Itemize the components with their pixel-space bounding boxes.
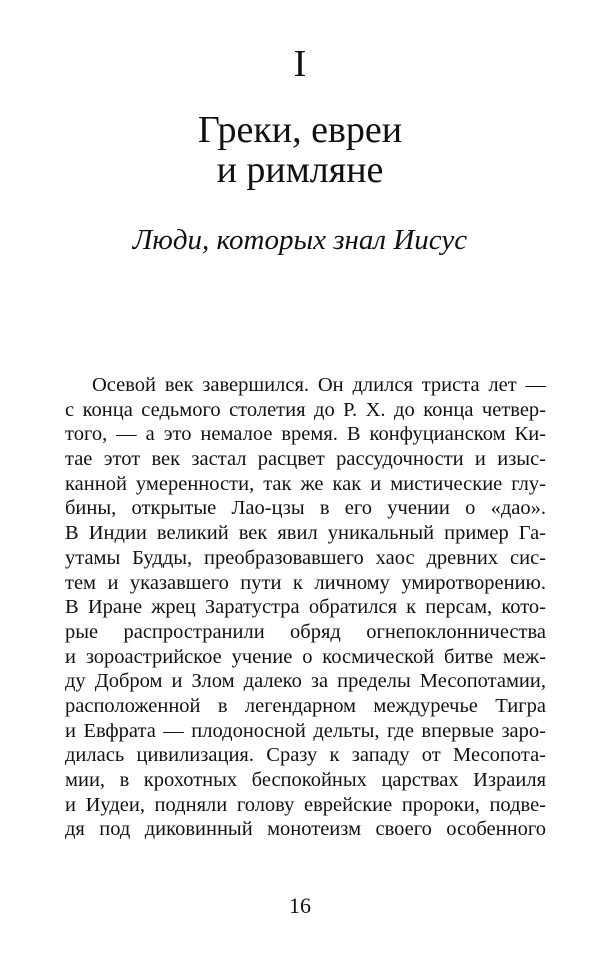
- text-line: бины, открытые Лао-цзы в его учении о «дао».: [65, 497, 546, 520]
- chapter-title-line-1: Греки, евреи: [197, 109, 403, 151]
- text-line: тае этот век застал расцвет рассудочности и изыс-: [65, 448, 546, 471]
- chapter-title-line-2: и римляне: [216, 149, 384, 191]
- text-line: В Индии великий век явил уникальный пример Га-: [65, 522, 546, 545]
- text-line: тем и указавшего пути к личному умиротворению.: [65, 571, 546, 594]
- text-line: утамы Будды, преобразовавшего хаос древних сис-: [65, 546, 546, 569]
- text-line: и Иудеи, подняли голову еврейские пророки, подве-: [65, 793, 546, 816]
- text-line: канной умеренности, так же как и мистические глу-: [65, 472, 546, 495]
- text-line: ду Добром и Злом далеко за пределы Месопотамии,: [65, 670, 546, 693]
- text-line: дилась цивилизация. Сразу к западу от Месопота-: [65, 744, 546, 767]
- text-line: дя под диковинный монотеизм своего особенного: [65, 818, 546, 841]
- body-text: [65, 373, 546, 842]
- text-line: того, — а это немалое время. В конфуцианском Ки-: [65, 423, 546, 446]
- text-line: мии, в крохотных беспокойных царствах Израиля: [65, 769, 546, 791]
- text-line: с конца седьмого столетия до Р. Х. до конца четвер-: [65, 398, 546, 421]
- chapter-number: I: [293, 43, 307, 85]
- text-line: рые распространили обряд огнепоклонничества: [65, 620, 546, 643]
- text-line: и Евфрата — плодоносной дельты, где впервые заро-: [65, 719, 546, 742]
- text-line: В Иране жрец Заратустра обратился к персам, кото-: [65, 596, 546, 619]
- text-line: и зороастрийское учение о космической битве меж-: [65, 645, 546, 668]
- chapter-subtitle: Люди, которых знал Иисус: [132, 224, 468, 256]
- page-number: 16: [289, 893, 311, 918]
- text-line: Осевой век завершился. Он длился триста лет —: [92, 374, 546, 396]
- text-line: расположенной в легендарном междуречье Тигра: [65, 694, 546, 717]
